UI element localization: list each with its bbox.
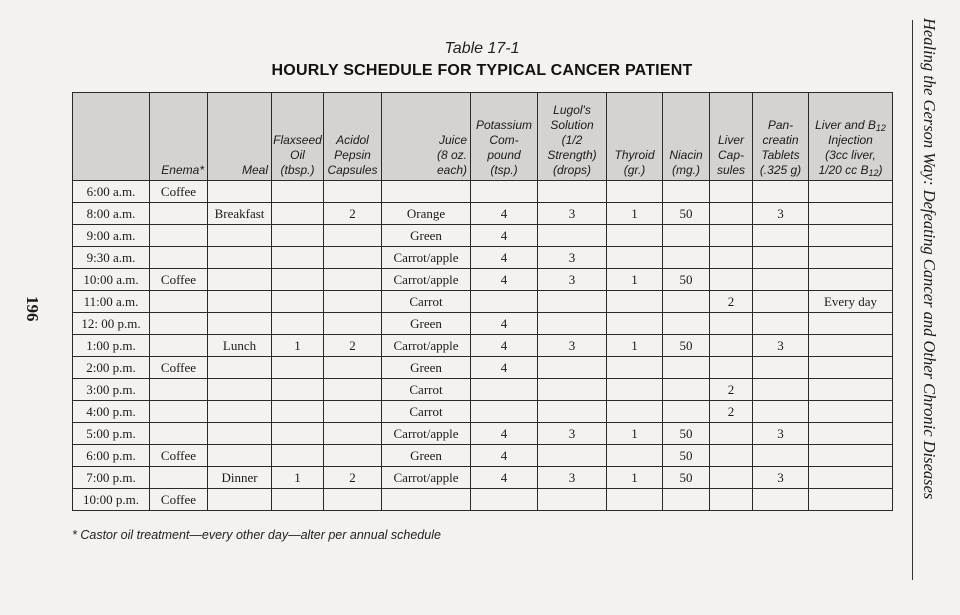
header-line: Enema* <box>161 163 204 177</box>
table-cell <box>710 313 753 335</box>
table-cell <box>538 291 607 313</box>
table-cell <box>538 401 607 423</box>
table-cell: 1 <box>607 203 663 225</box>
table-row <box>73 335 893 357</box>
table-cell: Lunch <box>208 335 272 357</box>
table-row <box>73 225 893 247</box>
table-cell <box>753 401 809 423</box>
table-cell <box>471 401 538 423</box>
table-cell <box>324 247 382 269</box>
table-cell: Carrot/apple <box>382 247 471 269</box>
table-cell <box>710 203 753 225</box>
header-line: (mg.) <box>672 163 700 177</box>
header-enema <box>150 93 208 181</box>
table-cell <box>710 489 753 511</box>
table-cell <box>208 225 272 247</box>
table-cell <box>607 181 663 203</box>
schedule-body <box>73 181 893 511</box>
table-row <box>73 247 893 269</box>
table-cell <box>663 401 710 423</box>
table-cell <box>272 357 324 379</box>
table-cell <box>809 225 893 247</box>
table-cell <box>607 489 663 511</box>
time-cell: 10:00 p.m. <box>73 489 150 511</box>
table-cell: 4 <box>471 269 538 291</box>
table-cell <box>809 181 893 203</box>
time-cell: 6:00 a.m. <box>73 181 150 203</box>
table-cell <box>753 291 809 313</box>
table-row <box>73 357 893 379</box>
table-cell <box>753 357 809 379</box>
table-caption: Table 17-1 <box>444 40 520 57</box>
table-cell: Green <box>382 313 471 335</box>
time-cell: 10:00 a.m. <box>73 269 150 291</box>
header-potassium <box>471 93 538 181</box>
time-cell: 4:00 p.m. <box>73 401 150 423</box>
table-cell: 1 <box>607 467 663 489</box>
time-cell: 11:00 a.m. <box>73 291 150 313</box>
table-cell <box>663 181 710 203</box>
table-cell: Green <box>382 445 471 467</box>
table-cell <box>710 225 753 247</box>
table-cell <box>324 291 382 313</box>
table-cell: 2 <box>324 203 382 225</box>
time-cell: 9:00 a.m. <box>73 225 150 247</box>
table-cell <box>471 291 538 313</box>
table-cell <box>324 489 382 511</box>
table-cell: 2 <box>710 379 753 401</box>
table-cell <box>538 181 607 203</box>
table-cell <box>663 291 710 313</box>
table-cell: 4 <box>471 203 538 225</box>
table-cell: Coffee <box>150 357 208 379</box>
header-acidol-pepsin <box>324 93 382 181</box>
table-cell: Coffee <box>150 269 208 291</box>
table-cell <box>272 423 324 445</box>
table-cell: 1 <box>272 467 324 489</box>
table-cell <box>272 379 324 401</box>
table-cell <box>753 313 809 335</box>
header-line: (gr.) <box>623 163 646 177</box>
table-title: HOURLY SCHEDULE FOR TYPICAL CANCER PATIENT <box>271 62 693 79</box>
table-cell <box>272 181 324 203</box>
table-cell <box>324 401 382 423</box>
header-line: Liver <box>717 133 744 147</box>
table-cell <box>663 489 710 511</box>
table-cell <box>150 379 208 401</box>
table-cell <box>607 247 663 269</box>
table-cell <box>607 291 663 313</box>
header-line: Pan- <box>767 118 794 132</box>
table-cell <box>272 203 324 225</box>
table-cell: 3 <box>538 423 607 445</box>
header-line: Potassium <box>475 118 533 132</box>
table-cell <box>208 269 272 291</box>
table-cell: Coffee <box>150 445 208 467</box>
table-cell <box>538 357 607 379</box>
table-cell <box>663 247 710 269</box>
table-cell: Dinner <box>208 467 272 489</box>
time-cell: 6:00 p.m. <box>73 445 150 467</box>
table-cell <box>710 247 753 269</box>
table-cell: 4 <box>471 247 538 269</box>
table-cell: 50 <box>663 269 710 291</box>
header-line: sules <box>716 163 745 177</box>
table-cell <box>324 379 382 401</box>
header-line: (3cc liver, <box>825 148 876 162</box>
table-cell <box>710 357 753 379</box>
table-cell <box>538 379 607 401</box>
spine-rule <box>912 20 913 580</box>
table-cell: 4 <box>471 467 538 489</box>
table-cell: Carrot <box>382 379 471 401</box>
table-cell <box>272 247 324 269</box>
table-cell <box>753 225 809 247</box>
header-line: Niacin <box>669 148 703 162</box>
table-cell <box>150 335 208 357</box>
table-cell <box>208 291 272 313</box>
table-row <box>73 269 893 291</box>
table-cell <box>150 247 208 269</box>
table-cell <box>753 181 809 203</box>
table-cell: Carrot/apple <box>382 269 471 291</box>
table-cell: 2 <box>324 335 382 357</box>
table-cell: Breakfast <box>208 203 272 225</box>
table-cell: 3 <box>538 269 607 291</box>
table-cell: 50 <box>663 467 710 489</box>
table-cell <box>607 379 663 401</box>
table-cell: 1 <box>607 423 663 445</box>
table-cell: Green <box>382 357 471 379</box>
table-cell <box>324 225 382 247</box>
table-row <box>73 467 893 489</box>
header-lugols <box>538 93 607 181</box>
table-cell: 50 <box>663 335 710 357</box>
table-row <box>73 489 893 511</box>
table-cell <box>538 489 607 511</box>
header-line: (1/2 <box>561 133 583 147</box>
header-line: Strength) <box>547 148 597 162</box>
table-cell: 50 <box>663 203 710 225</box>
table-cell <box>208 445 272 467</box>
table-cell <box>809 423 893 445</box>
table-cell <box>324 357 382 379</box>
header-line: Tablets <box>761 148 800 162</box>
table-cell <box>382 489 471 511</box>
table-cell <box>150 225 208 247</box>
schedule-table <box>72 92 893 511</box>
header-line: Thyroid <box>614 148 655 162</box>
table-cell <box>382 181 471 203</box>
header-line: each) <box>436 163 467 177</box>
header-line: Liver and $B_{12}$ <box>815 118 886 133</box>
header-line: Lugol's <box>553 103 591 117</box>
table-cell: 1 <box>607 269 663 291</box>
table-cell <box>809 401 893 423</box>
table-cell <box>150 401 208 423</box>
table-cell <box>710 269 753 291</box>
table-cell: 3 <box>753 203 809 225</box>
table-cell <box>471 379 538 401</box>
header-line: Cap- <box>717 148 744 162</box>
table-row <box>73 291 893 313</box>
time-cell: 1:00 p.m. <box>73 335 150 357</box>
table-cell: 4 <box>471 423 538 445</box>
table-cell <box>208 357 272 379</box>
table-cell <box>208 313 272 335</box>
header-line: (8 oz. <box>436 148 467 162</box>
table-cell <box>809 379 893 401</box>
table-cell: Carrot/apple <box>382 467 471 489</box>
table-cell <box>710 335 753 357</box>
header-niacin <box>663 93 710 181</box>
table-row <box>73 313 893 335</box>
table-cell <box>710 181 753 203</box>
table-cell: Carrot <box>382 401 471 423</box>
table-cell <box>324 269 382 291</box>
time-cell: 2:00 p.m. <box>73 357 150 379</box>
header-liver-b12 <box>809 93 893 181</box>
header-line: pound <box>487 148 521 162</box>
table-row <box>73 423 893 445</box>
table-cell: 2 <box>710 291 753 313</box>
time-cell: 12: 00 p.m. <box>73 313 150 335</box>
table-cell: 4 <box>471 445 538 467</box>
table-cell <box>607 445 663 467</box>
table-cell: Orange <box>382 203 471 225</box>
table-cell <box>150 203 208 225</box>
table-cell: 1 <box>607 335 663 357</box>
table-cell <box>208 401 272 423</box>
table-cell: Coffee <box>150 181 208 203</box>
header-line: Com- <box>489 133 519 147</box>
time-cell: 5:00 p.m. <box>73 423 150 445</box>
time-cell: 9:30 a.m. <box>73 247 150 269</box>
header-line: Pepsin <box>334 148 371 162</box>
table-cell <box>208 247 272 269</box>
table-cell <box>150 423 208 445</box>
table-cell: 4 <box>471 313 538 335</box>
table-cell: 3 <box>753 467 809 489</box>
table-cell: 2 <box>324 467 382 489</box>
table-cell <box>663 225 710 247</box>
table-row <box>73 181 893 203</box>
page-number: 196 <box>23 296 42 322</box>
table-cell <box>710 467 753 489</box>
table-cell: 4 <box>471 225 538 247</box>
table-cell <box>324 181 382 203</box>
table-cell: Carrot/apple <box>382 335 471 357</box>
time-cell: 7:00 p.m. <box>73 467 150 489</box>
table-cell <box>809 203 893 225</box>
table-cell: 3 <box>753 335 809 357</box>
table-cell: 1 <box>272 335 324 357</box>
table-cell: 2 <box>710 401 753 423</box>
header-line: Acidol <box>336 133 369 147</box>
table-cell: 50 <box>663 423 710 445</box>
table-row <box>73 379 893 401</box>
header-flaxseed-oil <box>272 93 324 181</box>
table-cell <box>710 423 753 445</box>
header-pancreatin <box>753 93 809 181</box>
header-line: (.325 g) <box>759 163 802 177</box>
table-cell <box>607 357 663 379</box>
table-cell: Carrot/apple <box>382 423 471 445</box>
header-line: creatin <box>762 133 799 147</box>
time-cell: 8:00 a.m. <box>73 203 150 225</box>
table-cell <box>272 445 324 467</box>
header-row <box>73 93 893 181</box>
table-cell: 3 <box>538 467 607 489</box>
header-line: (tsp.) <box>490 163 518 177</box>
table-cell <box>150 291 208 313</box>
table-cell <box>324 423 382 445</box>
table-row <box>73 203 893 225</box>
table-cell: 4 <box>471 357 538 379</box>
table-cell: 3 <box>538 247 607 269</box>
table-cell <box>208 423 272 445</box>
header-juice <box>382 93 471 181</box>
table-cell <box>272 313 324 335</box>
table-cell <box>471 489 538 511</box>
table-cell: 50 <box>663 445 710 467</box>
table-cell <box>324 313 382 335</box>
header-thyroid <box>607 93 663 181</box>
table-cell <box>663 313 710 335</box>
footnote: * Castor oil treatment—every other day—alter per annual schedule <box>72 528 441 542</box>
table-cell <box>272 401 324 423</box>
table-cell <box>538 445 607 467</box>
header-line: Solution <box>550 118 594 132</box>
header-liver-capsules <box>710 93 753 181</box>
header-line: 1/20 cc $B_{12}$) <box>818 163 883 178</box>
table-cell <box>208 181 272 203</box>
table-cell <box>272 291 324 313</box>
table-cell <box>471 181 538 203</box>
table-cell <box>538 313 607 335</box>
header-line: (drops) <box>552 163 591 177</box>
table-cell <box>538 225 607 247</box>
table-cell <box>208 489 272 511</box>
header-line: Injection <box>828 133 873 147</box>
table-row <box>73 401 893 423</box>
table-cell <box>809 269 893 291</box>
table-cell <box>663 379 710 401</box>
table-cell <box>272 489 324 511</box>
table-cell <box>607 313 663 335</box>
table-cell <box>753 489 809 511</box>
time-cell: 3:00 p.m. <box>73 379 150 401</box>
table-cell: 3 <box>538 203 607 225</box>
header-time <box>73 93 150 181</box>
header-line: Capsules <box>327 163 378 177</box>
running-head: Healing the Gerson Way: Defeating Cancer and Other Chronic Diseases <box>920 18 939 500</box>
header-line: Juice <box>438 133 467 147</box>
table-cell: Every day <box>809 291 893 313</box>
table-cell <box>272 225 324 247</box>
table-cell <box>753 445 809 467</box>
header-meal <box>208 93 272 181</box>
table-cell <box>324 445 382 467</box>
table-cell: Green <box>382 225 471 247</box>
table-cell <box>663 357 710 379</box>
table-row <box>73 445 893 467</box>
table-cell <box>272 269 324 291</box>
table-cell <box>150 313 208 335</box>
table-cell <box>809 357 893 379</box>
table-cell: 3 <box>538 335 607 357</box>
header-line: Flaxseed <box>273 133 322 147</box>
table-cell <box>753 269 809 291</box>
table-cell <box>809 313 893 335</box>
table-cell <box>809 335 893 357</box>
table-cell <box>753 247 809 269</box>
table-cell <box>809 445 893 467</box>
table-cell <box>208 379 272 401</box>
table-cell <box>809 467 893 489</box>
table-cell <box>809 489 893 511</box>
table-cell <box>607 401 663 423</box>
table-cell <box>607 225 663 247</box>
table-cell <box>809 247 893 269</box>
table-cell <box>150 467 208 489</box>
header-line: Oil <box>290 148 305 162</box>
table-cell <box>753 379 809 401</box>
table-cell: Carrot <box>382 291 471 313</box>
header-line: Meal <box>241 163 268 177</box>
table-cell: 4 <box>471 335 538 357</box>
table-cell: Coffee <box>150 489 208 511</box>
table-cell <box>710 445 753 467</box>
table-cell: 3 <box>753 423 809 445</box>
header-line: (tbsp.) <box>280 163 315 177</box>
